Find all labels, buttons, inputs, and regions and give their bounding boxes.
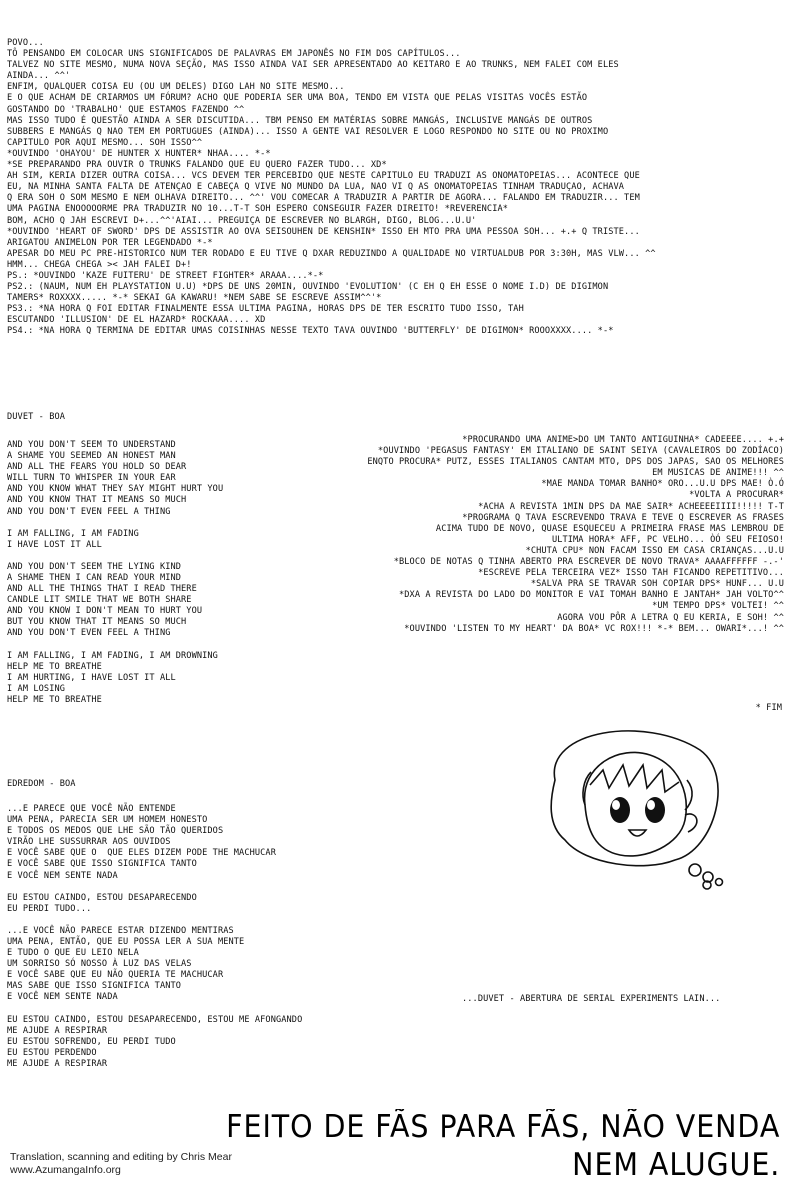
lyric-line: AND YOU DON'T EVEN FEEL A THING — [7, 506, 171, 517]
fim-note: * FIM — [755, 703, 782, 713]
edredom-title: EDREDOM - BOA — [7, 779, 76, 789]
slogan-line: NEM ALUGUE. — [571, 1147, 780, 1183]
lyric-line: E VOCÊ SABE QUE EU NÃO QUERIA TE MACHUCAR — [7, 970, 224, 981]
side-note-line: *ESCREVE PELA TERCEIRA VEZ* ISSO TAH FICANDO REPETITIVO... — [478, 568, 784, 579]
intro-line: MAS ISSO TUDO É QUESTÃO AINDA A SER DISCUTIDA... TBM PENSO EM MATÉRIAS SOBRE MANGÁS, INCLUSIVE MANGÁS DE OUTROS — [7, 115, 593, 126]
side-note-line: ENQTO PROCURA* PUTZ, ESSES ITALIANOS CANTAM MTO, DPS DOS JAPAS, SAO OS MELHORES — [367, 457, 784, 468]
side-note-line: EM MUSICAS DE ANIME!!! ^^ — [652, 468, 784, 479]
lyric-line: BUT YOU KNOW THAT IT MEANS SO MUCH — [7, 617, 187, 628]
stanza-gap — [7, 640, 223, 651]
stanza-gap — [7, 551, 223, 562]
side-note-line: *UM TEMPO DPS* VOLTEI! ^^ — [652, 601, 784, 612]
intro-line: PS4.: *NA HORA Q TERMINA DE EDITAR UMAS COISINHAS NESSE TEXTO TAVA OUVINDO 'BUTTERFLY' DE DIGIMON* ROOOXXXX.... *-* — [7, 326, 614, 337]
intro-notes — [7, 38, 656, 338]
side-note-line: *OUVINDO 'PEGASUS FANTASY' EM ITALIANO DE SAINT SEIYA (CAVALEIROS DO ZODÍACO) — [377, 446, 784, 457]
lyric-line: I AM FALLING, I AM FADING, I AM DROWNING — [7, 650, 218, 661]
lyric-line: EU ESTOU CAINDO, ESTOU DESAPARECENDO, ESTOU ME AFONGANDO — [7, 1014, 303, 1025]
lyrics-portuguese — [7, 804, 302, 1070]
lyric-line: E TODOS OS MEDOS QUE LHE SÃO TÃO QUERIDOS — [7, 826, 224, 837]
intro-line: PS.: *OUVINDO 'KAZE FUITERU' DE STREET FIGHTER* ARAAA....*-* — [7, 270, 324, 281]
lyrics-english — [7, 440, 223, 706]
lyric-line: EU ESTOU PERDENDO — [7, 1047, 97, 1058]
lyric-line: E VOCÊ SABE QUE O QUE ELES DIZEM PODE THE MACHUCAR — [7, 848, 276, 859]
intro-line: BOM, ACHO Q JAH ESCREVI D+...^^'AIAI... PREGUIÇA DE ESCREVER NO BLARGH, DIGO, BLOG...U.U' — [7, 215, 477, 226]
mouth — [629, 830, 646, 836]
lyric-line: E VOCÊ NEM SENTE NADA — [7, 992, 118, 1003]
lyric-line: AND YOU DON'T EVEN FEEL A THING — [7, 628, 171, 639]
lyric-line: MAS SABE QUE ISSO SIGNIFICA TANTO — [7, 981, 182, 992]
intro-line: PS3.: *NA HORA Q FOI EDITAR FINALMENTE ESSA ULTIMA PAGINA, HORAS DPS DE TER ESCRITO TUDO ISSO, TAH — [7, 304, 524, 315]
lyric-line: HELP ME TO BREATHE — [7, 661, 102, 672]
lyric-line: HELP ME TO BREATHE — [7, 694, 102, 705]
side-note-line: *OUVINDO 'LISTEN TO MY HEART' DA BOA* VC ROX!!! *-* BEM... OWARI*...! ^^ — [404, 623, 784, 634]
lyric-line: UMA PENA, ENTÃO, QUE EU POSSA LER A SUA MENTE — [7, 936, 245, 947]
lyric-line: E VOCÊ NEM SENTE NADA — [7, 870, 118, 881]
lyric-line: AND YOU KNOW WHAT THEY SAY MIGHT HURT YOU — [7, 484, 224, 495]
credits — [10, 1151, 232, 1176]
side-note-line: *CHUTA CPU* NON FACAM ISSO EM CASA CRIANÇAS...U.U — [525, 545, 784, 556]
lain-note: ...DUVET - ABERTURA DE SERIAL EXPERIMENTS LAIN... — [462, 994, 721, 1004]
intro-line: *OUVINDO 'HEART OF SWORD' DPS DE ASSISTIR AO OVA SEISOUHEN DE KENSHIN* ISSO EH MTO PRA UMA PESSOA SOH... +.+ Q TRISTE... — [7, 226, 640, 237]
thought-bubble — [551, 731, 718, 866]
intro-line: TAMERS* ROXXXX..... *-* SEKAI GA KAWARU! *NEM SABE SE ESCREVE ASSIM^^'* — [7, 293, 382, 304]
lyric-line: AND YOU DON'T SEEM TO UNDERSTAND — [7, 440, 176, 450]
stanza-gap — [7, 915, 302, 926]
intro-line: PS2.: (NAUM, NUM EH PLAYSTATION U.U) *DPS DE UNS 20MIN, OUVINDO 'EVOLUTION' (C EH Q EH ESSE O NOME I.D) DE DIGIMON — [7, 282, 609, 293]
side-note-line: *DXA A REVISTA DO LADO DO MONITOR E VAI TOMAH BANHO E JANTAH* JAH VOLTO^^ — [399, 590, 784, 601]
stanza-gap — [7, 518, 223, 529]
lyric-line: UM SORRISO SÓ NOSSO À LUZ DAS VELAS — [7, 959, 192, 970]
credits-url: www.AzumangaInfo.org — [10, 1163, 121, 1176]
side-note-line: *PROGRAMA Q TAVA ESCREVENDO TRAVA E TEVE Q ESCREVER AS FRASES — [462, 512, 784, 523]
intro-line: APESAR DO MEU PC PRE-HISTORICO NUM TER RODADO E EU TIVE Q DXAR REDUZINDO A QUALIDADE NO VIRTUALDUB POR 3:30H, MAS VLW... ^^ — [7, 248, 656, 259]
lyric-line: AND YOU KNOW I DON'T MEAN TO HURT YOU — [7, 606, 203, 617]
lyric-line: AND ALL THE THINGS THAT I READ THERE — [7, 584, 197, 595]
lyric-line: CANDLE LIT SMILE THAT WE BOTH SHARE — [7, 595, 192, 606]
side-notes — [367, 435, 784, 635]
intro-line: *OUVINDO 'OHAYOU' DE HUNTER X HUNTER* NHAA.... *-* — [7, 148, 271, 159]
intro-line: HMM... CHEGA CHEGA >< JAH FALEI D+! — [7, 259, 192, 270]
right-eye — [645, 797, 665, 823]
side-note-line: *SALVA PRA SE TRAVAR SOH COPIAR DPS* HUNF... U.U — [530, 579, 784, 590]
lyric-line: ...E VOCÊ NÃO PARECE ESTAR DIZENDO MENTIRAS — [7, 925, 234, 936]
intro-line: ESCUTANDO 'ILLUSION' DE EL HAZARD* ROCKAAA.... XD — [7, 315, 266, 326]
lyric-line: UMA PENA, PARECIA SER UM HOMEM HONESTO — [7, 815, 208, 826]
lyric-line: ME AJUDE A RESPIRAR — [7, 1058, 108, 1069]
thought-dot — [689, 864, 701, 876]
intro-line: *SE PREPARANDO PRA OUVIR O TRUNKS FALANDO QUE EU QUERO FAZER TUDO... XD* — [7, 160, 387, 171]
slogan — [226, 1108, 780, 1184]
slogan-line: FEITO DE FÃS PARA FÃS, NÃO VENDA — [225, 1109, 780, 1145]
intro-line: EU, NA MINHA SANTA FALTA DE ATENÇAO E CABEÇA Q VIVE NO MUNDO DA LUA, NAO VI Q AS ONOMATOPEIAS TINHAM TRADUÇAO, ACHAVA — [7, 182, 625, 193]
lyric-line: I AM FALLING, I AM FADING — [7, 528, 139, 539]
intro-line: SUBBERS E MANGÁS Q NAO TEM EM PORTUGUES (AINDA)... ISSO A GENTE VAI RESOLVER E LOGO RESPONDO NO SITE OU NO PROXIMO — [7, 126, 609, 137]
lyric-line: A SHAME YOU SEEMED AN HONEST MAN — [7, 451, 176, 462]
lyric-line: A SHAME THEN I CAN READ YOUR MIND — [7, 572, 182, 583]
lyric-line: I HAVE LOST IT ALL — [7, 539, 102, 550]
stanza-gap — [7, 882, 302, 893]
intro-line: TÔ PENSANDO EM COLOCAR UNS SIGNIFICADOS DE PALAVRAS EM JAPONÊS NO FIM DOS CAPÍTULOS... — [7, 49, 461, 60]
intro-line: AH SIM, KERIA DIZER OUTRA COISA... VCS DEVEM TER PERCEBIDO QUE NESTE CAPITULO EU TRADUZI AS ONOMATOPEIAS... ACONTECE QUE — [7, 171, 640, 182]
intro-line: TALVEZ NO SITE MESMO, NUMA NOVA SEÇÃO, MAS ISSO AINDA VAI SER APRESENTADO AO KEITARO E AO TRUNKS, NEM FALEI COM ELES — [7, 60, 619, 71]
lyric-line: E VOCÊ SABE QUE ISSO SIGNIFICA TANTO — [7, 859, 197, 870]
side-note-line: *ACHA A REVISTA 1MIN DPS DA MAE SAIR* ACHEEEEIIII!!!!! T-T — [478, 501, 784, 512]
lyric-line: EU PERDI TUDO... — [7, 903, 92, 914]
thought-dot — [716, 879, 723, 886]
intro-line: GOSTANDO DO 'TRABALHO' QUE ESTAMOS FAZENDO ^^ — [7, 104, 245, 115]
lyric-line: EU ESTOU SOFRENDO, EU PERDI TUDO — [7, 1036, 176, 1047]
side-note-line: *MAE MANDA TOMAR BANHO* ORO...U.U DPS MAE! Ò.Ó — [541, 479, 784, 490]
side-note-line: ULTIMA HORA* AFF, PC VELHO... ÒÓ SEU FEIOSO! — [551, 534, 784, 545]
side-note-line: *BLOCO DE NOTAS Q TINHA ABERTO PRA ESCREVER DE NOVO TRAVA* AAAAFFFFFF -.-' — [393, 557, 784, 568]
lyric-line: AND ALL THE FEARS YOU HOLD SO DEAR — [7, 462, 187, 473]
lyric-line: WILL TURN TO WHISPER IN YOUR EAR — [7, 473, 176, 484]
intro-line: ARIGATOU ANIMELON POR TER LEGENDADO *-* — [7, 237, 213, 248]
lyric-line: I AM HURTING, I HAVE LOST IT ALL — [7, 672, 176, 683]
chibi-character-thought-bubble — [525, 710, 725, 890]
intro-line: UMA PAGINA ENOOOOORME PRA TRADUZIR NO 10...T-T SOH ESPERO CONSEGUIR FAZER DIREITO! *REVERENCIA* — [7, 204, 509, 215]
lyric-line: VIRÃO LHE SUSSURRAR AOS OUVIDOS — [7, 837, 171, 848]
lyric-line: ME AJUDE A RESPIRAR — [7, 1025, 108, 1036]
head — [585, 752, 687, 856]
stanza-gap — [7, 1004, 302, 1015]
side-note-line: *PROCURANDO UMA ANIME>DO UM TANTO ANTIGUINHA* CADEEEE.... +.+ — [462, 435, 784, 445]
side-note-line: AGORA VOU PÔR A LETRA Q EU KERIA, E SOH! ^^ — [557, 612, 784, 623]
lyric-line: AND YOU KNOW THAT IT MEANS SO MUCH — [7, 495, 187, 506]
side-note-line: *VOLTA A PROCURAR* — [689, 490, 784, 501]
lyric-line: I AM LOSING — [7, 683, 66, 694]
side-note-line: ACIMA TUDO DE NOVO, QUASE ESQUECEU A PRIMEIRA FRASE MAS LEMBROU DE — [435, 523, 784, 534]
intro-line: CAPITULO POR AQUI MESMO... SOH ISSO^^ — [7, 137, 203, 148]
lyric-line: ...E PARECE QUE VOCÊ NÃO ENTENDE — [7, 804, 176, 814]
intro-line: AINDA... ^^' — [7, 71, 71, 82]
credits-line: Translation, scanning and editing by Chris Mear — [10, 1151, 232, 1163]
lyric-line: EU ESTOU CAINDO, ESTOU DESAPARECENDO — [7, 892, 197, 903]
intro-line: POVO... — [7, 38, 44, 48]
duvet-title: DUVET - BOA — [7, 412, 66, 422]
intro-line: E O QUE ACHAM DE CRIARMOS UM FÓRUM? ACHO QUE PODERIA SER UMA BOA, TENDO EM VISTA QUE PELAS VISITAS VOCÊS ESTÃO — [7, 93, 588, 104]
intro-line: Q ERA SOH O SOM MESMO E NEM OLHAVA DIREITO... ^^' VOU COMECAR A TRADUZIR A PARTIR DE AGORA... FALANDO EM TRADUZIR... TEM — [7, 193, 640, 204]
lyric-line: E TUDO O QUE EU LEIO NELA — [7, 948, 139, 959]
left-eye — [610, 797, 630, 823]
lyric-line: AND YOU DON'T SEEM THE LYING KIND — [7, 561, 182, 572]
intro-line: ENFIM, QUALQUER COISA EU (OU UM DELES) DIGO LAH NO SITE MESMO... — [7, 82, 345, 93]
